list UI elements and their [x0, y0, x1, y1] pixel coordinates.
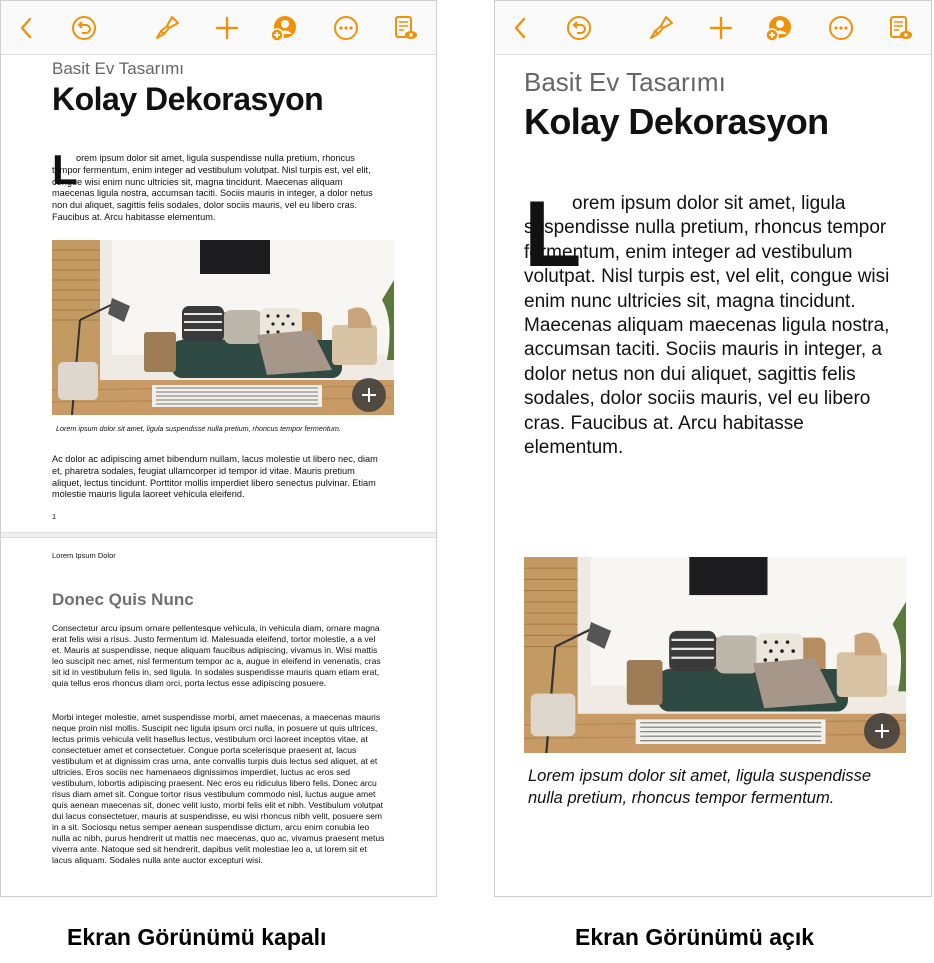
image-caption[interactable]: Lorem ipsum dolor sit amet, ligula suspendisse nulla pretium, rhoncus tempor fermentum. [528, 767, 871, 807]
back-chevron-icon[interactable] [11, 12, 43, 44]
drop-cap[interactable]: L [52, 146, 78, 193]
living-room-image[interactable] [52, 240, 394, 415]
format-paintbrush-icon[interactable] [151, 12, 183, 44]
more-icon[interactable] [330, 12, 362, 44]
toolbar [495, 1, 931, 55]
body-paragraph[interactable]: orem ipsum dolor sit amet, ligula suspendisse nulla pretium, rhoncus tempor fermentum, enim integer ad vestibulum volutpat. Nisl turpis est, vel elit, congue wisi enim nunc ultricies sit, magna tincidunt. Maecenas aliquam maecenas ligula nostra, accumsan taciti. Sociis mauris in integer, a dolor netus non dui aliquet, sagittis felis sodales, dolor sociis mauris, vel eu libero cras. Faucibus at. Arcu habitasse elementum. [52, 153, 373, 222]
document-subtitle[interactable]: Basit Ev Tasarımı [524, 67, 726, 97]
screen-view-on-label: Ekran Görünümü açık [575, 924, 815, 950]
insert-plus-icon[interactable] [705, 12, 737, 44]
add-image-button[interactable] [352, 378, 386, 412]
screen-view-off-label: Ekran Görünümü kapalı [67, 924, 327, 950]
toolbar [1, 1, 436, 55]
collaborate-icon[interactable] [268, 12, 300, 44]
reading-view-icon[interactable] [884, 12, 916, 44]
page-break-divider [1, 532, 436, 538]
body-paragraph[interactable]: Consectetur arcu ipsum ornare pellentesque vehicula, in vehicula diam, ornare magna erat felis wisi a risus. Justo fermentum id. Malesuada eleifend, tortor molestie, a a vel et. Mauris at suspendisse, neque aliquam faucibus adipiscing, vivamus in. Wisi mattis leo suscipit nec amet, nisl fermentum tempor ac a, augue in eleifend in venenatis, cras sit id in vestibulum felis in, sed ligula. In sodales suspendisse mauris quam etiam erat, quia tellus eros rhoncus diam orci, porta lectus esse adipiscing posuere. [52, 623, 381, 688]
page-header[interactable]: Lorem Ipsum Dolor [52, 551, 116, 560]
drop-cap[interactable]: L [524, 181, 582, 286]
document-title[interactable]: Kolay Dekorasyon [524, 101, 829, 142]
body-paragraph[interactable]: Morbi integer molestie, amet suspendisse morbi, amet maecenas, a maecenas mauris neque proin nisl mollis. Suscipit nec ligula ipsum orci nulla, in posuere ut quis ultrices, lectus primis vehicula velit hasellus lectus, vestibulum orci laoreet inceptos vitae, at consectetuer amet et consectetuer. Congue porta scelerisque praesent at, lacus vestibulum et at dignissim cras urna, ante convallis turpis duis lectus sed aliquet, at et ultricies. Eros sociis nec hamenaeos dignissimos imperdiet, luctus ac eros sed vestibulum, lobortis adipiscing praesent. Nec eros eu ridiculus libero felis. Donec arcu risus diam amet sit. Congue tortor risus vestibulum commodo nisl, luctus augue amet quis aenean maecenas sit, donec velit iusto, morbi felis elit et nibh. Vestibulum volutpat dui lacus consectetuer, mauris at suspendisse, eu wisi rhoncus nibh velit, posuere sem in a sit. Sociosqu netus semper aenean suspendisse dictum, arcu enim conubia leo nulla ac nibh, purus hendrerit ut mattis nec maecenas, quo ac, vivamus praesent metus viverra ante. Natoque sed sit hendrerit, dapibus velit molestiae leo a, ut lorem sit et lacus aliquam. Sodales nulla ante auctor excepturi wisi. [52, 712, 385, 865]
plus-icon [360, 386, 378, 404]
image-caption[interactable]: Lorem ipsum dolor sit amet, ligula suspendisse nulla pretium, rhoncus tempor fermentum. [56, 424, 341, 433]
body-paragraph[interactable]: orem ipsum dolor sit amet, ligula suspendisse nulla pretium, rhoncus tempor fermentum, enim integer ad vestibulum volutpat. Nisl turpis est, vel elit, congue wisi enim nunc ultricies sit, magna tincidunt. Maecenas aliquam maecenas ligula nostra, accumsan taciti. Sociis mauris in integer, a dolor netus non dui aliquet, sagittis felis sodales, dolor sociis mauris, vel eu libero cras. Faucibus at. Arcu habitasse elementum. [524, 193, 890, 459]
body-paragraph[interactable]: Ac dolor ac adipiscing amet bibendum nullam, lacus molestie ut libero nec, diam et, pharetra sodales, feugiat ullamcorper id tempor id vitae. Mauris pretium aliquet, lectus tincidunt. Porttitor mollis imperdiet libero senectus pulvinar. Etiam molestie mauris ligula laoreet vehicula eleifend. [52, 454, 378, 500]
undo-icon[interactable] [563, 12, 595, 44]
back-chevron-icon[interactable] [505, 12, 537, 44]
format-paintbrush-icon[interactable] [645, 12, 677, 44]
collaborate-icon[interactable] [763, 12, 795, 44]
add-image-button[interactable] [864, 713, 900, 749]
living-room-image[interactable] [524, 557, 906, 753]
document-view-screen-on [494, 0, 932, 897]
more-icon[interactable] [825, 12, 857, 44]
insert-plus-icon[interactable] [211, 12, 243, 44]
document-subtitle[interactable]: Basit Ev Tasarımı [52, 59, 184, 78]
plus-icon [873, 722, 891, 740]
document-title[interactable]: Kolay Dekorasyon [52, 81, 324, 117]
document-view-screen-off [0, 0, 437, 897]
section-heading[interactable]: Donec Quis Nunc [52, 590, 194, 609]
reading-view-icon[interactable] [389, 12, 421, 44]
undo-icon[interactable] [68, 12, 100, 44]
page-number: 1 [52, 512, 57, 521]
